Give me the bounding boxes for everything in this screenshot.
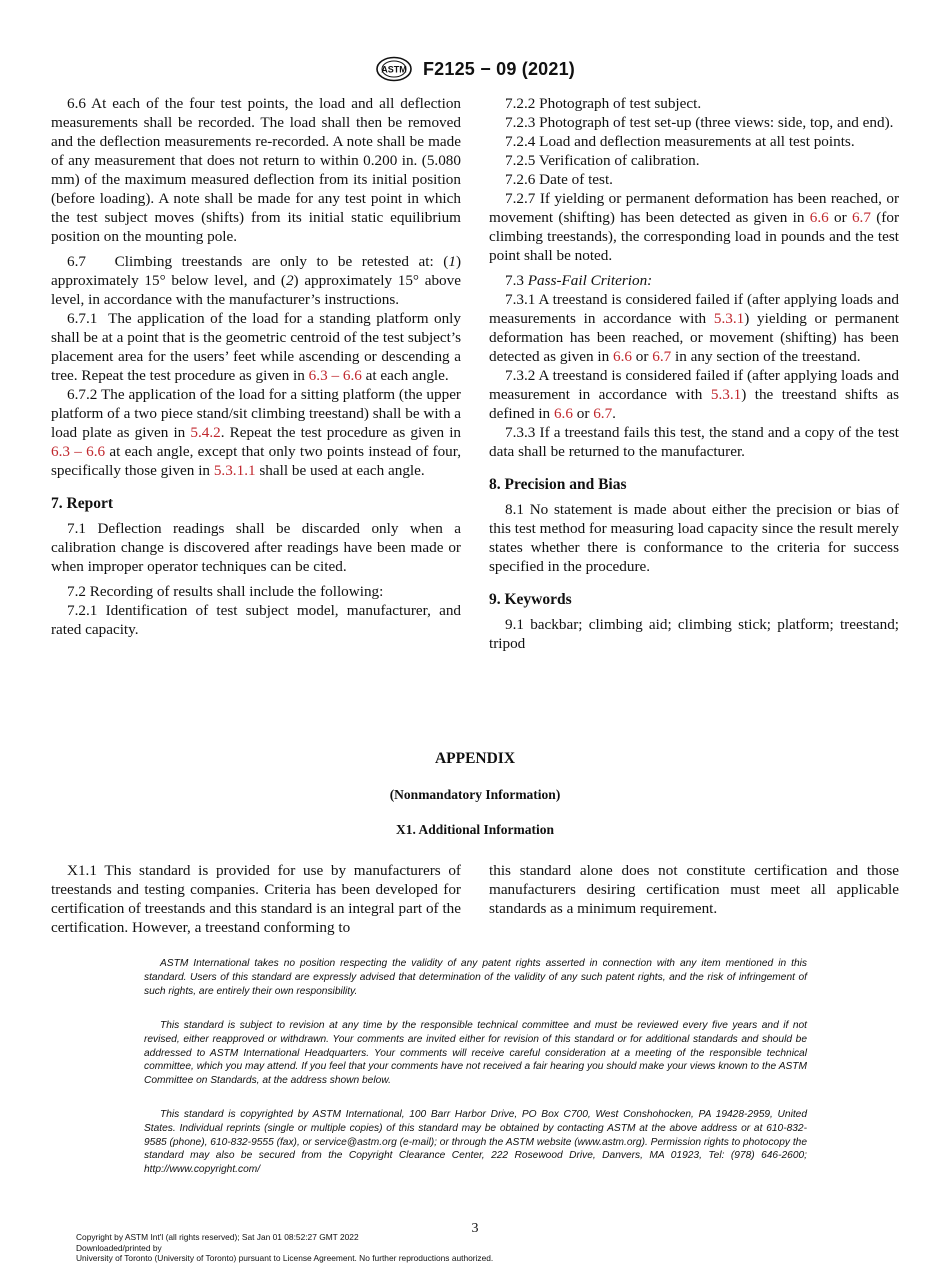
section-7-2-5: 7.2.5 Verification of calibration. xyxy=(505,152,700,169)
ref-link-6-3-6-6[interactable]: 6.3 – 6.6 xyxy=(308,367,362,384)
ref-link-5-4-2[interactable]: 5.4.2 xyxy=(190,424,221,441)
ref-link-6-6[interactable]: 6.6 xyxy=(809,209,829,226)
section-6-6: 6.6 At each of the four test points, the load and all deflection measurements shall be recorded. The load shall then be removed and the deflection measurements re-recorded. A note shall be made of any measurement that does not return to within 0.200 in. (5.080 mm) of the maximum measured deflection from its initial position (before loading). A note shall be made for any test point in which the test subject moves (shifts) from its initial static equilibrium position on the mounting pole. xyxy=(51,95,462,245)
patent-notice: ASTM International takes no position respecting the validity of any patent rights asserted in connection with any item mentioned in this standard. Users of this standard are expressly advised that determination of the validity of any such patent rights, and the risk of infringement of such rights, are entirely their own responsibility. xyxy=(144,958,807,997)
right-column xyxy=(489,94,899,653)
copyright-notice: This standard is copyrighted by ASTM International, 100 Barr Harbor Drive, PO Box C700, West Conshohocken, PA 19428-2959, United States. Individual reprints (single or multiple copies) of this standard may be obtained by contacting ASTM at the above address or at 610-832-9585 (phone), 610-832-9555 (fax), or service@astm.org (e-mail); or through the ASTM website (www.astm.org). Permission rights to photocopy the standard may also be secured from the Copyright Clearance Center, 222 Rosewood Drive, Danvers, MA 01923, Tel: (978) 646-2600; http://www.copyright.com/ xyxy=(144,1109,807,1176)
section-heading-precision-bias: 8. Precision and Bias xyxy=(489,476,627,493)
ref-link-6-7[interactable]: 6.7 xyxy=(652,348,672,365)
astm-logo-icon xyxy=(375,56,413,82)
footer-line-copyright: Copyright by ASTM Int'l (all rights reserved); Sat Jan 01 08:52:27 GMT 2022 xyxy=(76,1232,359,1242)
section-7-3-1: 7.3.1 A treestand is considered failed if (after applying loads and measurements in accordance with 5.3.1) yielding or permanent deformation has been reached, or movement (shifting) has been detected as given in 6.6 or 6.7 in any section of the treestand. xyxy=(489,291,900,365)
section-7-1: 7.1 Deflection readings shall be discarded only when a calibration change is discovered after readings have been made or when improper operator techniques can be cited. xyxy=(51,520,461,575)
section-7-3-3: 7.3.3 If a treestand fails this test, the stand and a copy of the test data shall be returned to the manufacturer. xyxy=(489,424,899,460)
download-footer xyxy=(76,1232,493,1264)
section-6-7-1: 6.7.1 The application of the load for a standing platform only shall be at a point that is the geometric centroid of the test subject’s placement area for the users’ feet while ascending or descending a tree. Repeat the test procedure as given in 6.3 – 6.6 at each angle. xyxy=(51,310,461,384)
ref-link-6-7[interactable]: 6.7 xyxy=(851,209,871,226)
section-6-7: 6.7 Climbing treestands are only to be retested at: (1) approximately 15° below level, and (2) approximately 15° above level, in accordance with the manufacturer’s instructions. xyxy=(51,253,462,308)
section-heading-keywords: 9. Keywords xyxy=(489,591,572,608)
section-7-2-3: 7.2.3 Photograph of test set-up (three views: side, top, and end). xyxy=(505,114,894,131)
section-7-2-1: 7.2.1 Identification of test subject model, manufacturer, and rated capacity. xyxy=(51,602,462,638)
footer-line-downloaded: Downloaded/printed by xyxy=(76,1242,162,1253)
section-7-2-4: 7.2.4 Load and deflection measurements at all test points. xyxy=(505,133,855,150)
ref-link-5-3-1[interactable]: 5.3.1 xyxy=(713,310,745,327)
ref-link-6-6[interactable]: 6.6 xyxy=(553,405,573,422)
ref-link-6-3-6-6[interactable]: 6.3 – 6.6 xyxy=(51,443,106,460)
section-8-1: 8.1 No statement is made about either the precision or bias of this test method for measuring load capacity since the result merely states whether there is conformance to the criteria for success specified in the procedure. xyxy=(489,501,900,575)
document-designation: F2125 − 09 (2021) xyxy=(422,58,575,79)
appendix-section-heading: X1. Additional Information xyxy=(396,822,554,837)
section-7-2: 7.2 Recording of results shall include the following: xyxy=(67,583,384,600)
appendix-left-column xyxy=(51,861,461,937)
appendix-subtitle: (Nonmandatory Information) xyxy=(389,787,561,802)
left-column xyxy=(51,94,461,639)
page-number: 3 xyxy=(471,1221,479,1236)
footer-line-license: University of Toronto (University of Toronto) pursuant to License Agreement. No further reproductions authorized. xyxy=(76,1253,494,1264)
section-x1-1: X1.1 This standard is provided for use by manufacturers of treestands and testing companies. Criteria has been developed for certification of treestands and this standard is an integral part of the certification. However, a treestand conforming to xyxy=(51,862,461,936)
ref-link-6-7[interactable]: 6.7 xyxy=(593,405,613,422)
section-7-2-7: 7.2.7 If yielding or permanent deformation has been reached, or movement (shifting) has been detected as given in 6.6 or 6.7 (for climbing treestands), the corresponding load in pounds and the test point shall be noted. xyxy=(489,190,900,264)
section-heading-report: 7. Report xyxy=(51,495,113,512)
section-7-2-2: 7.2.2 Photograph of test subject. xyxy=(505,95,702,112)
revision-notice: This standard is subject to revision at any time by the responsible technical committee and must be reviewed every five years and if not revised, either reapproved or withdrawn. Your comments are invited either for revision of this standard or for additional standards and should be addressed to ASTM International Headquarters. Your comments will receive careful consideration at a meeting of the responsible technical committee, which you may attend. If you feel that your comments have not received a fair hearing you should make your views known to the ASTM Committee on Standards, at the address shown below. xyxy=(144,1020,807,1087)
appendix-title: APPENDIX xyxy=(434,750,516,767)
section-7-3: 7.3 Pass-Fail Criterion: xyxy=(505,272,653,289)
section-x1-1-continued: this standard alone does not constitute certification and those manufacturers desiring certification must meet all applicable standards as a minimum requirement. xyxy=(489,862,899,917)
section-7-2-6: 7.2.6 Date of test. xyxy=(505,171,613,188)
ref-link-5-3-1[interactable]: 5.3.1 xyxy=(710,386,742,403)
section-9-1: 9.1 backbar; climbing aid; climbing stick; platform; treestand; tripod xyxy=(489,616,900,652)
appendix-right-column xyxy=(489,861,899,918)
section-6-7-2: 6.7.2 The application of the load for a sitting platform (the upper platform of a two piece stand/sit climbing treestand) shall be with a load plate as given in 5.4.2. Repeat the test procedure as given in 6.3 – 6.6 at each angle, except that only two points instead of four, specifically those given in 5.3.1.1 shall be used at each angle. xyxy=(51,386,462,479)
astm-logo-text: ASTM xyxy=(381,64,407,75)
section-7-3-2: 7.3.2 A treestand is considered failed if (after applying loads and measurement in accordance with 5.3.1) the treestand shifts as defined in 6.6 or 6.7. xyxy=(489,367,899,422)
ref-link-6-6[interactable]: 6.6 xyxy=(612,348,632,365)
ref-link-5-3-1-1[interactable]: 5.3.1.1 xyxy=(213,462,256,479)
page-header xyxy=(0,56,950,82)
